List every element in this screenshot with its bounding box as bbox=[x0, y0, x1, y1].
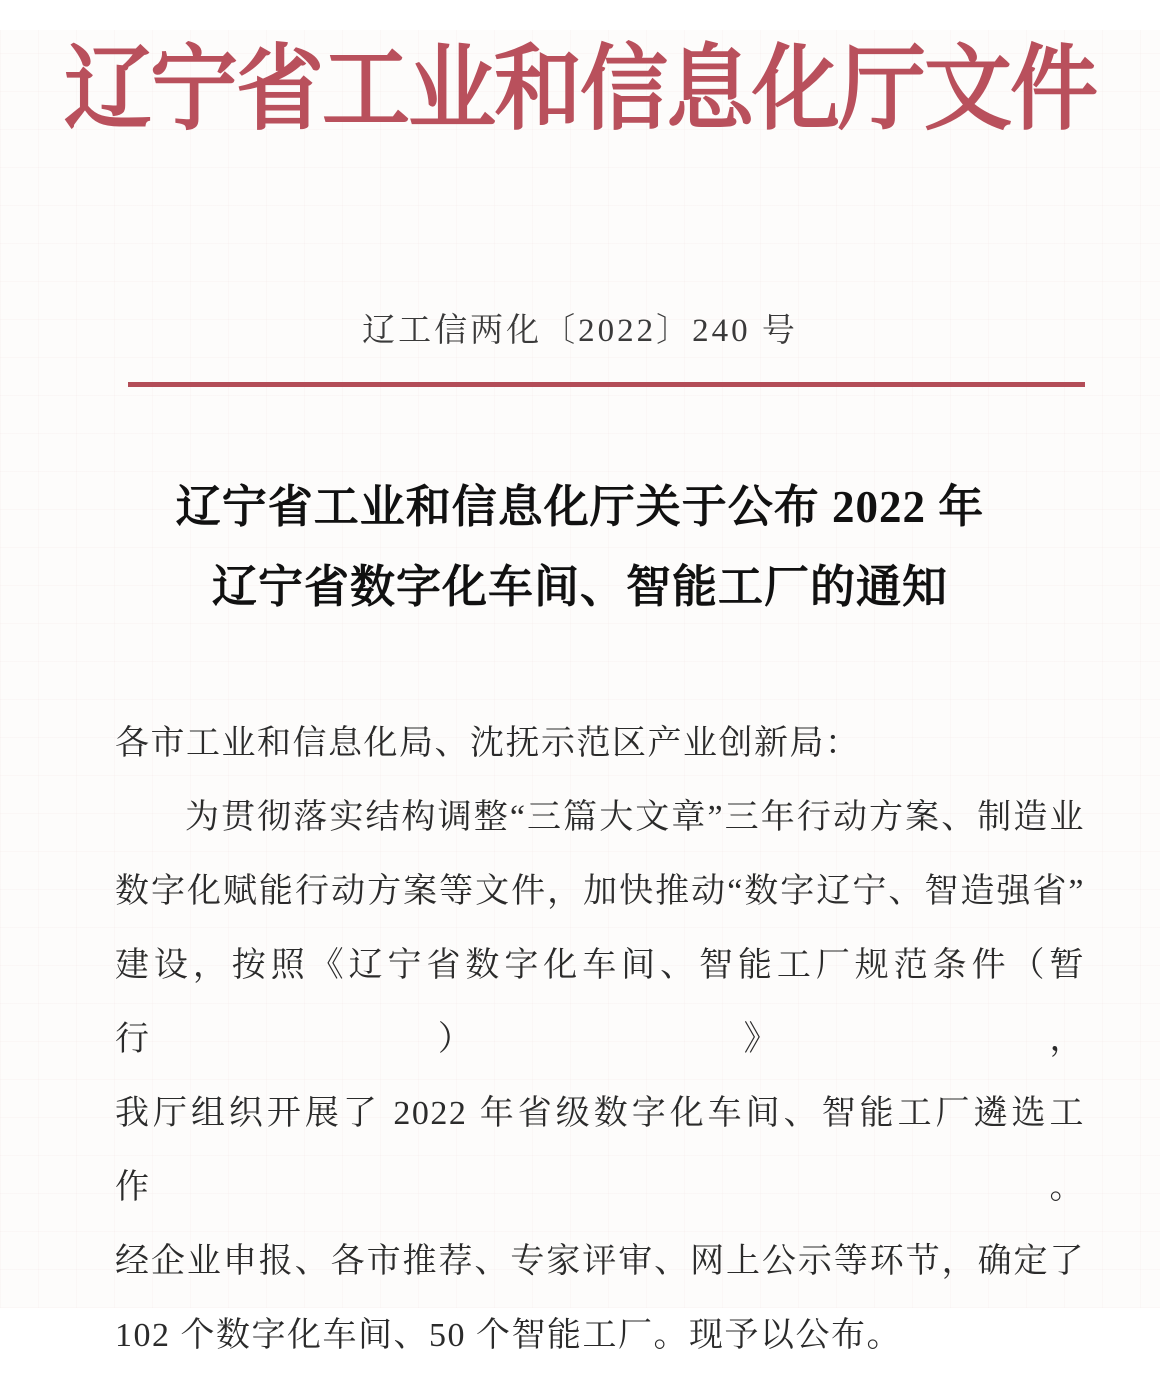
body-paragraph-line: 经企业申报、各市推荐、专家评审、网上公示等环节，确定了 bbox=[115, 1243, 1085, 1280]
notice-title-line-2: 辽宁省数字化车间、智能工厂的通知 bbox=[211, 562, 948, 612]
red-divider-line bbox=[128, 382, 1085, 387]
salutation-line: 各市工业和信息化局、沈抚示范区产业创新局： bbox=[115, 725, 861, 762]
body-paragraph-line: 数字化赋能行动方案等文件，加快推动“数字辽宁、智造强省” bbox=[115, 873, 1085, 910]
document-number: 辽工信两化〔2022〕240 号 bbox=[362, 313, 798, 349]
body-paragraph-line: 建设，按照《辽宁省数字化车间、智能工厂规范条件（暂行）》， bbox=[115, 947, 1085, 1058]
notice-title-line-1: 辽宁省工业和信息化厅关于公布 2022 年 bbox=[175, 482, 985, 532]
notice-title bbox=[0, 467, 1160, 627]
body-paragraph-line: 我厅组织开展了 2022 年省级数字化车间、智能工厂遴选工作。 bbox=[115, 1095, 1085, 1206]
document-page bbox=[0, 30, 1160, 1354]
notice-body bbox=[115, 707, 1085, 1373]
body-paragraph-line: 102 个数字化车间、50 个智能工厂。现予以公布。 bbox=[115, 1317, 902, 1354]
body-paragraph-line: 为贯彻落实结构调整“三篇大文章”三年行动方案、制造业 bbox=[185, 799, 1085, 836]
letterhead-agency-title: 辽宁省工业和信息化厅文件 bbox=[63, 39, 1096, 143]
